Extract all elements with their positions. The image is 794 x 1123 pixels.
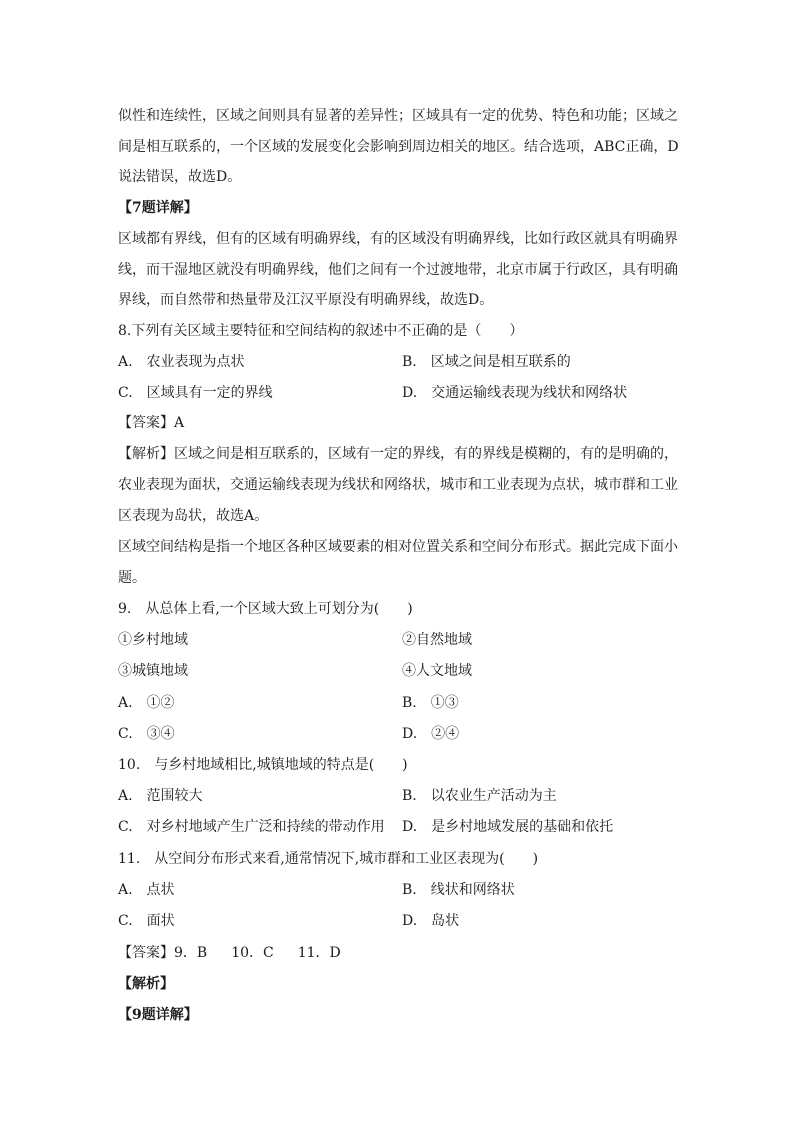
section-heading-q9: 【9题详解】 bbox=[118, 1007, 198, 1023]
question-8: 8.下列有关区域主要特征和空间结构的叙述中不正确的是（ ） bbox=[118, 323, 524, 339]
option-b: B. 以农业生产活动为主 bbox=[402, 788, 557, 804]
question-9: 9. 从总体上看,一个区域大致上可划分为( ) bbox=[118, 601, 413, 617]
paragraph-line: 线，而干湿地区就没有明确界线，他们之间有一个过渡地带，北京市属于行政区，具有明确 bbox=[118, 262, 678, 278]
analysis-heading: 【解析】 bbox=[118, 976, 174, 992]
option-a: A. 范围较大 bbox=[118, 788, 203, 804]
item-2: ②自然地域 bbox=[402, 632, 472, 648]
option-a: A. 点状 bbox=[118, 882, 175, 898]
item-3: ③城镇地域 bbox=[118, 663, 188, 679]
option-d: D. 岛状 bbox=[402, 913, 460, 929]
item-1: ①乡村地域 bbox=[118, 632, 188, 648]
paragraph-line: 区域都有界线，但有的区域有明确界线，有的区域没有明确界线，比如行政区就具有明确界 bbox=[118, 231, 678, 247]
option-b: B. ①③ bbox=[402, 695, 459, 711]
answer-q9-11 bbox=[118, 943, 341, 963]
paragraph-line: 说法错误，故选D。 bbox=[118, 169, 242, 185]
option-d: D. ②④ bbox=[402, 726, 460, 742]
paragraph-line: 界线，而自然带和热量带及江汉平原没有明确界线，故选D。 bbox=[118, 292, 494, 308]
item-4: ④人文地域 bbox=[402, 663, 472, 679]
analysis-line: 区表现为岛状，故选A。 bbox=[118, 508, 269, 524]
option-c: C. 面状 bbox=[118, 913, 175, 929]
section-heading-q7: 【7题详解】 bbox=[118, 200, 198, 216]
option-c: C. ③④ bbox=[118, 726, 175, 742]
question-11: 11. 从空间分布形式来看,通常情况下,城市群和工业区表现为( ) bbox=[118, 851, 539, 867]
analysis-line: 【解析】区域之间是相互联系的，区域有一定的界线，有的界线是模糊的，有的是明确的， bbox=[118, 446, 678, 462]
analysis-line: 农业表现为面状，交通运输线表现为线状和网络状，城市和工业表现为点状，城市群和工业 bbox=[118, 477, 678, 493]
material-line: 区域空间结构是指一个地区各种区域要素的相对位置关系和空间分布形式。据此完成下面小 bbox=[118, 539, 678, 555]
material-line: 题。 bbox=[118, 570, 146, 586]
option-b: B. 区域之间是相互联系的 bbox=[402, 354, 571, 370]
answer-q9: 【答案】9．B bbox=[118, 945, 208, 961]
option-b: B. 线状和网络状 bbox=[402, 882, 515, 898]
option-d: D. 是乡村地域发展的基础和依托 bbox=[402, 819, 614, 835]
option-a: A. 农业表现为点状 bbox=[118, 354, 245, 370]
option-c: C. 对乡村地域产生广泛和持续的带动作用 bbox=[118, 819, 385, 835]
answer-q8: 【答案】A bbox=[118, 415, 185, 431]
question-10: 10. 与乡村地域相比,城镇地域的特点是( ) bbox=[118, 757, 408, 773]
paragraph-line: 间是相互联系的，一个区域的发展变化会影响到周边相关的地区。结合选项，ABC正确，D bbox=[118, 139, 679, 155]
option-d: D. 交通运输线表现为线状和网络状 bbox=[402, 385, 628, 401]
option-c: C. 区域具有一定的界线 bbox=[118, 385, 273, 401]
option-a: A. ①② bbox=[118, 695, 175, 711]
answer-q11: 11．D bbox=[297, 945, 341, 961]
answer-q10: 10．C bbox=[231, 945, 274, 961]
paragraph-line: 似性和连续性，区域之间则具有显著的差异性；区域具有一定的优势、特色和功能；区域之 bbox=[118, 108, 678, 124]
